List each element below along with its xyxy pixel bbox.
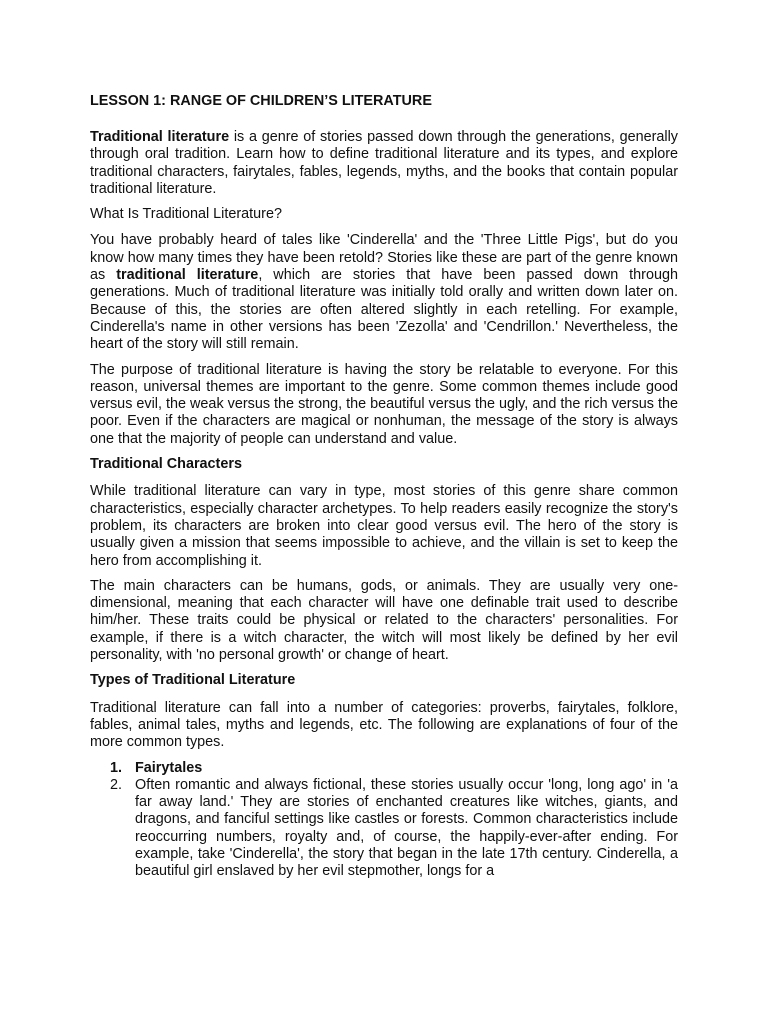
document-page (90, 91, 678, 881)
question-line: What Is Traditional Literature? (90, 206, 282, 223)
paragraph-retold-before: You have probably heard of tales like 'Cinderella' and the 'Three Little Pigs', but do you know how many times they have been retold? Stories like these are part of the genre known as (90, 232, 678, 284)
list-item-text: Fairytales (135, 759, 203, 776)
lesson-title: LESSON 1: RANGE OF CHILDREN’S LITERATURE (90, 93, 432, 109)
paragraph-retold-after: , which are stories that have been passed down through generations. Much of traditional literature was initially told orally and written down later on. Because of this, the stories are often altered slightly in each retelling. For example, Cinderella's name in other versions has been 'Zezolla' and 'Cendrillon.' Nevertheless, the heart of the story will still remain. (90, 267, 678, 353)
list-number: 1. (110, 759, 123, 776)
paragraph-purpose: The purpose of traditional literature is having the story be relatable to everyone. For this reason, universal themes are important to the genre. Some common themes include good versus evil, the weak versus the strong, the beautiful versus the ugly, and the rich versus the poor. Even if the characters are magical or nonhuman, the message of the story is always one that the majority of people can understand and value. (90, 361, 678, 447)
heading-types: Types of Traditional Literature (90, 672, 296, 689)
intro-text: is a genre of stories passed down through the generations, generally through oral tradition. Learn how to define traditional literature and its types, and explore traditional characters, fairytales, fables, legends, myths, and the books that contain popular traditional literature. (90, 129, 679, 197)
list-item (90, 777, 678, 881)
types-list (90, 760, 678, 881)
heading-traditional-characters: Traditional Characters (90, 456, 242, 473)
list-item-text: Often romantic and always fictional, these stories usually occur 'long, long ago' in 'a far away land.' They are stories of enchanted creatures like witches, giants, and dragons, and fanciful settings like castles or forests. Common characteristics include reoccurring numbers, royalty and, of course, the happily-ever-after ending. For example, take 'Cinderella', the story that began in the late 17th century. Cinderella, a beautiful girl enslaved by her evil stepmother, longs for a (135, 776, 678, 880)
paragraph-characters-2: The main characters can be humans, gods, or animals. They are usually very one-dimensional, meaning that each character will have one definable trait used to describe him/her. These traits could be physical or related to the characters' personalities. For example, if there is a witch character, the witch will most likely be defined by her evil personality, with 'no personal growth' or change of heart. (90, 577, 678, 664)
paragraph-characters-1: While traditional literature can vary in type, most stories of this genre share common characteristics, especially character archetypes. To help readers easily recognize the story's problem, its characters are broken into clear good versus evil. The hero of the story is usually given a mission that seems impossible to achieve, and the villain is set to keep the hero from accomplishing it. (90, 483, 678, 569)
list-item (90, 760, 678, 777)
paragraph-types: Traditional literature can fall into a number of categories: proverbs, fairytales, folklore, fables, animal tales, myths and legends, etc. The following are explanations of four of the more common types. (90, 699, 678, 751)
paragraph-retold-term: traditional literature (116, 267, 259, 284)
list-number: 2. (110, 776, 123, 793)
intro-term: Traditional literature (90, 129, 230, 145)
intro-paragraph (90, 129, 678, 198)
paragraph-retold (90, 232, 678, 353)
